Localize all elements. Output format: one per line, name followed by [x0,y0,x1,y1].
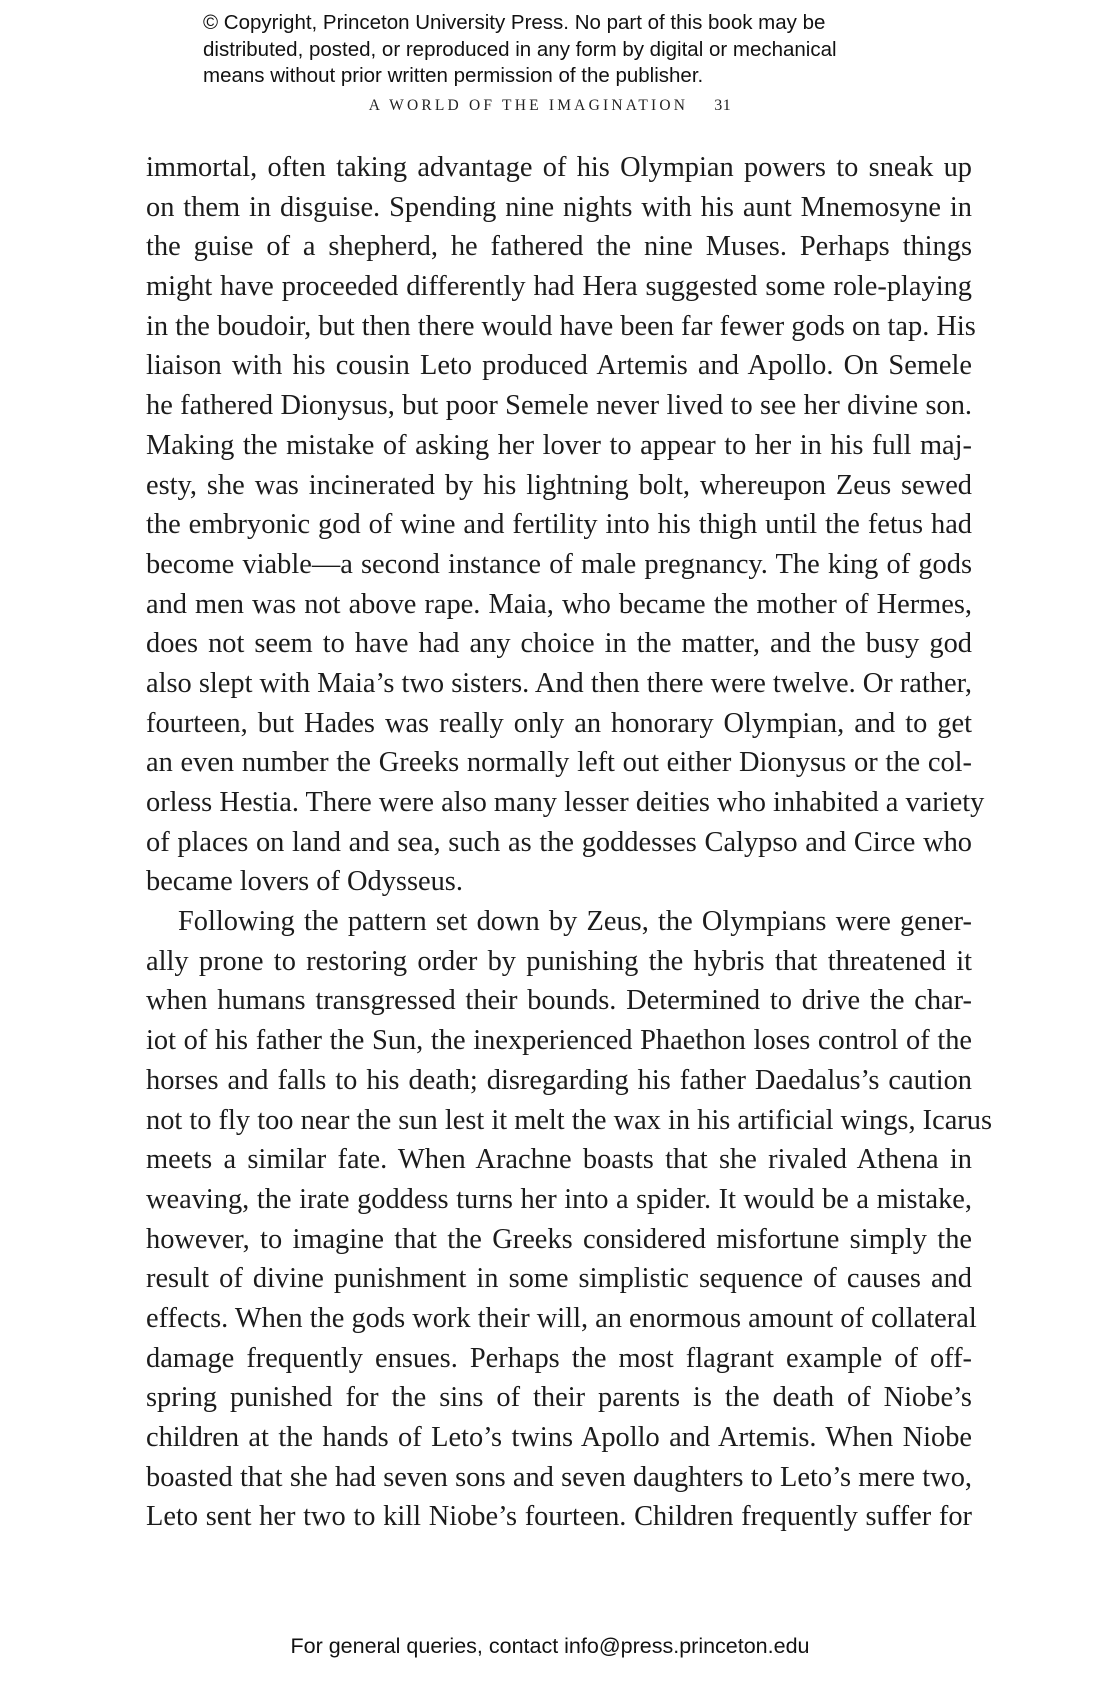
text-line: result of divine punishment in some simplistic sequence of causes and [146,1263,972,1295]
text-line: spring punished for the sins of their parents is the death of Niobe’s [146,1382,972,1414]
text-line: effects. When the gods work their will, an enormous amount of collateral [146,1302,977,1334]
text-line: in the boudoir, but then there would have been far fewer gods on tap. His [146,310,976,342]
paragraph-1 [146,148,985,902]
copyright-notice [203,10,923,90]
footer-text: For general queries, contact info@press.princeton.edu [290,1634,810,1658]
body-text [146,148,993,1537]
running-head [0,97,1100,115]
text-line: Following the pattern set down by Zeus, the Olympians were gener- [178,906,972,938]
text-line: the embryonic god of wine and fertility into his thigh until the fetus had [146,509,972,541]
copyright-line: © Copyright, Princeton University Press. No part of this book may be [203,11,826,34]
text-line: iot of his father the Sun, the inexperienced Phaethon loses control of the [146,1025,972,1057]
text-line: might have proceeded differently had Hera suggested some role-playing [146,271,972,303]
text-line: immortal, often taking advantage of his Olympian powers to sneak up [146,152,972,183]
text-line: became lovers of Odysseus. [146,866,463,898]
text-line: fourteen, but Hades was really only an honorary Olympian, and to get [146,707,972,739]
text-line: he fathered Dionysus, but poor Semele never lived to see her divine son. [146,390,972,422]
text-line: horses and falls to his death; disregarding his father Daedalus’s caution [146,1064,972,1096]
text-line: however, to imagine that the Greeks considered misfortune simply the [146,1223,972,1255]
text-line: orless Hestia. There were also many lesser deities who inhabited a variety [146,787,985,818]
text-line: not to fly too near the sun lest it melt the wax in his artificial wings, Icarus [146,1104,993,1136]
text-line: when humans transgressed their bounds. Determined to drive the char- [146,985,972,1017]
copyright-line: distributed, posted, or reproduced in any form by digital or mechanical [203,37,837,61]
text-line: an even number the Greeks normally left out either Dionysus or the col- [146,747,972,779]
page-number: 31 [714,97,732,114]
text-line: weaving, the irate goddess turns her into a spider. It would be a mistake, [146,1183,972,1215]
footer-contact [0,1634,1100,1659]
text-line: damage frequently ensues. Perhaps the most flagrant example of off- [146,1342,972,1374]
copyright-line: means without prior written permission of the publisher. [203,64,704,87]
text-line: become viable—a second instance of male pregnancy. The king of gods [146,548,972,580]
text-line: Leto sent her two to kill Niobe’s fourteen. Children frequently suffer for [146,1501,972,1533]
text-line: esty, she was incinerated by his lightning bolt, whereupon Zeus sewed [146,469,972,501]
text-line: ally prone to restoring order by punishing the hybris that threatened it [146,945,972,977]
running-head-title: A WORLD OF THE IMAGINATION [368,97,689,114]
text-line: the guise of a shepherd, he fathered the nine Muses. Perhaps things [146,231,972,263]
text-line: liaison with his cousin Leto produced Artemis and Apollo. On Semele [146,350,972,382]
text-line: Making the mistake of asking her lover to appear to her in his full maj- [146,429,972,461]
text-line: meets a similar fate. When Arachne boasts that she rivaled Athena in [146,1144,972,1176]
text-line: of places on land and sea, such as the goddesses Calypso and Circe who [146,826,972,858]
text-line: and men was not above rape. Maia, who became the mother of Hermes, [146,588,972,620]
paragraph-2 [146,902,993,1537]
text-line: also slept with Maia’s two sisters. And then there were twelve. Or rather, [146,667,972,699]
text-line: children at the hands of Leto’s twins Apollo and Artemis. When Niobe [146,1422,972,1453]
text-line: does not seem to have had any choice in the matter, and the busy god [146,628,972,660]
text-line: boasted that she had seven sons and seven daughters to Leto’s mere two, [146,1461,972,1493]
text-line: on them in disguise. Spending nine nights with his aunt Mnemosyne in [146,191,972,223]
